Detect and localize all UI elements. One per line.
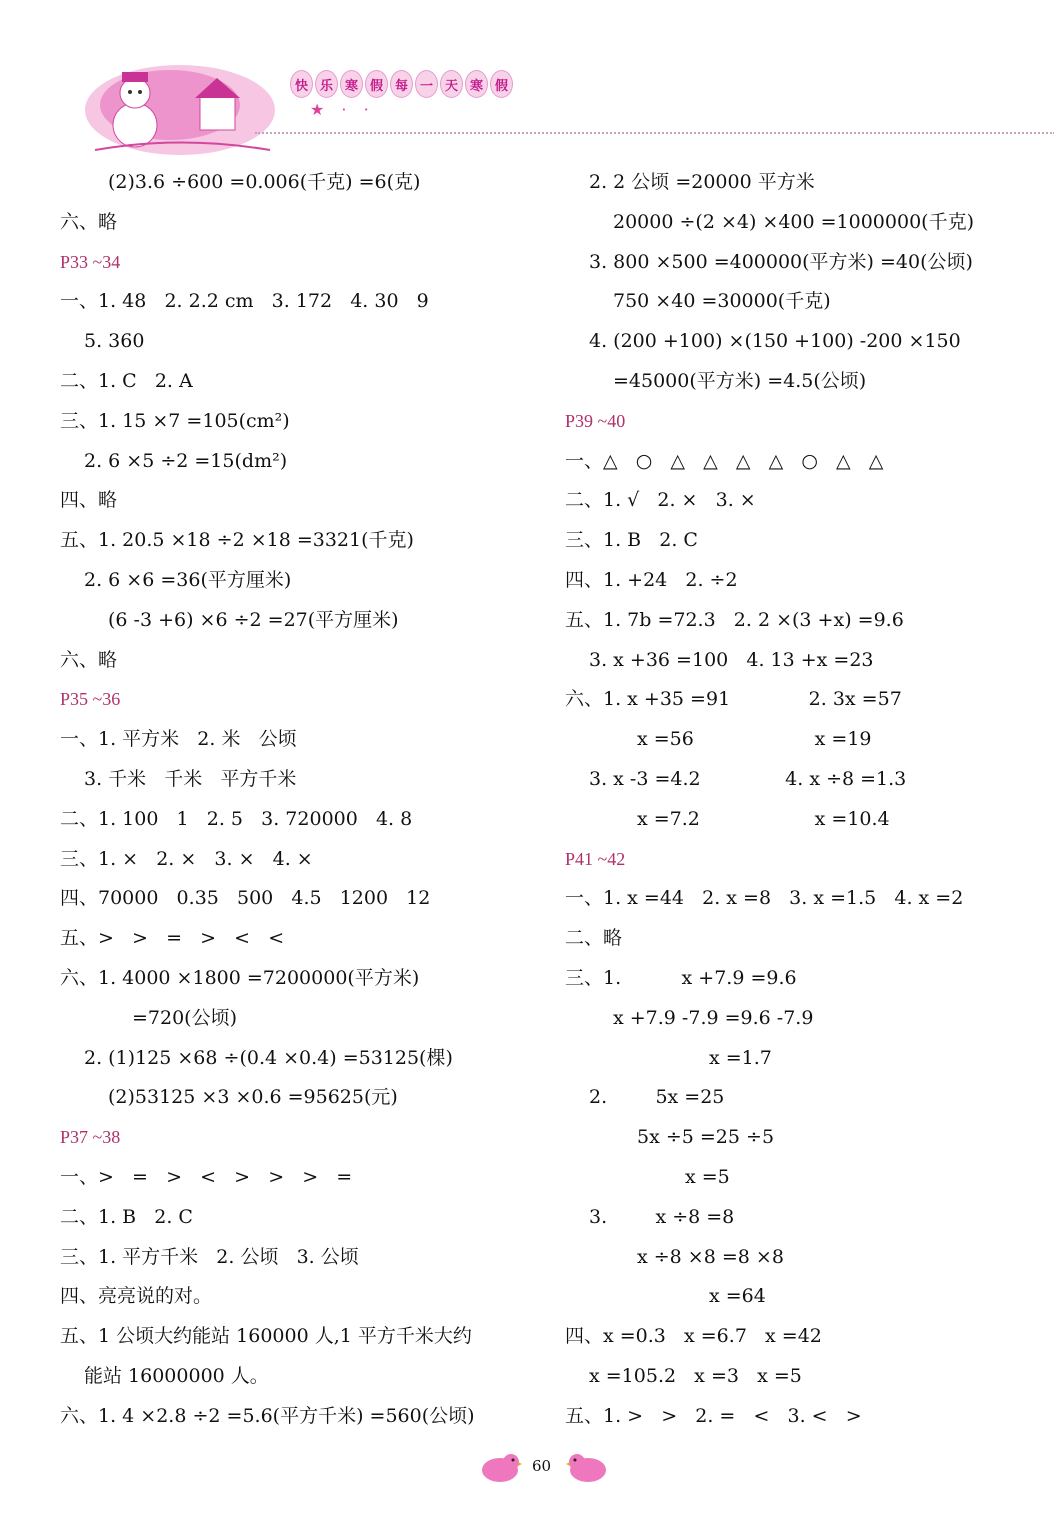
answer-line: 六、1. x +35 =91 2. 3x =57 [565, 688, 902, 711]
answer-line: =720(公顷) [132, 1006, 238, 1029]
title-char: 假 [490, 70, 513, 98]
answer-line: 六、略 [60, 648, 118, 671]
title-char: 寒 [340, 70, 363, 98]
answer-line: 一、1. 平方米 2. 米 公顷 [60, 728, 297, 751]
answer-line: x =105.2 x =3 x =5 [589, 1365, 802, 1387]
page-ref-heading: P41 ~42 [565, 848, 626, 869]
page-number: 60 [532, 1457, 552, 1475]
decorative-stars: ★ · · [310, 100, 375, 119]
answer-line: 三、1. x +7.9 =9.6 [565, 967, 797, 989]
page-ref-heading: P35 ~36 [60, 689, 121, 710]
answer-line: x ÷8 ×8 =8 ×8 [637, 1245, 784, 1268]
answer-line: (2)53125 ×3 ×0.6 =95625(元) [108, 1086, 398, 1109]
answer-line: 3. 800 ×500 =400000(平方米) =40(公顷) [589, 250, 973, 273]
answer-line: 四、70000 0.35 500 4.5 1200 12 [60, 887, 431, 910]
answer-line: x =56 x =19 [637, 728, 872, 751]
answer-line: 3. x -3 =4.2 4. x ÷8 =1.3 [589, 768, 907, 790]
bird-left-icon [476, 1450, 522, 1484]
answer-line: 二、略 [565, 927, 623, 950]
answer-line: 二、1. √ 2. × 3. × [565, 489, 756, 512]
answer-line: 3. x +36 =100 4. 13 +x =23 [589, 648, 874, 671]
page-header [60, 40, 1040, 150]
answer-line: x =7.2 x =10.4 [637, 807, 890, 830]
title-char: 快 [290, 70, 313, 98]
answer-line: 二、1. B 2. C [60, 1205, 193, 1228]
answer-line: 一、> = > < > > > = [60, 1166, 353, 1188]
answer-line: 五、1 公顷大约能站 160000 人,1 平方千米大约 [60, 1325, 472, 1348]
answer-line: 20000 ÷(2 ×4) ×400 =1000000(千克) [613, 210, 974, 233]
answer-line: =45000(平方米) =4.5(公顷) [613, 370, 867, 392]
answer-line: 2. 6 ×6 =36(平方厘米) [84, 569, 292, 591]
answer-line: 2. (1)125 ×68 ÷(0.4 ×0.4) =53125(棵) [84, 1046, 453, 1069]
title-char: 乐 [315, 70, 338, 98]
answer-line: 五、1. 20.5 ×18 ÷2 ×18 =3321(千克) [60, 529, 414, 552]
answer-line: 四、亮亮说的对。 [60, 1285, 213, 1308]
answer-line: 二、1. C 2. A [60, 370, 193, 392]
answer-line: x =5 [685, 1166, 730, 1188]
title-char: 一 [415, 70, 438, 98]
answer-line: 一、△ ○ △ △ △ △ ○ △ △ [565, 449, 884, 472]
title-char: 每 [390, 70, 413, 98]
title-char: 假 [365, 70, 388, 98]
answer-line: 三、1. × 2. × 3. × 4. × [60, 847, 313, 870]
answer-line: 三、1. B 2. C [565, 529, 698, 552]
answer-line: 四、x =0.3 x =6.7 x =42 [565, 1325, 822, 1348]
answer-line: 五、> > = > < < [60, 927, 285, 950]
answer-line: 六、1. 4000 ×1800 =7200000(平方米) [60, 967, 420, 989]
answer-line: 3. 千米 千米 平方千米 [84, 768, 297, 790]
title-char: 天 [440, 70, 463, 98]
answer-line: 750 ×40 =30000(千克) [613, 290, 831, 313]
page-ref-heading: P39 ~40 [565, 410, 626, 431]
answer-line: 5x ÷5 =25 ÷5 [637, 1126, 775, 1149]
answer-line: 2. 6 ×5 ÷2 =15(dm²) [84, 449, 288, 472]
answer-line: 三、1. 15 ×7 =105(cm²) [60, 409, 290, 432]
answer-line: 二、1. 100 1 2. 5 3. 720000 4. 8 [60, 807, 413, 830]
answer-line: 六、略 [60, 210, 118, 233]
page-ref-heading: P33 ~34 [60, 251, 121, 272]
answer-line: (6 -3 +6) ×6 ÷2 =27(平方厘米) [108, 608, 399, 631]
answer-line: 2. 2 公顷 =20000 平方米 [589, 171, 815, 193]
answer-line: x +7.9 -7.9 =9.6 -7.9 [613, 1006, 814, 1029]
answer-line: 3. x ÷8 =8 [589, 1205, 735, 1228]
answer-line: 4. (200 +100) ×(150 +100) -200 ×150 [589, 330, 961, 353]
page-footer [0, 1445, 1054, 1495]
snowman-illustration [80, 50, 280, 160]
answer-line: x =1.7 [709, 1046, 772, 1069]
answer-line: 5. 360 [84, 330, 145, 353]
answer-line: 四、1. +24 2. ÷2 [565, 569, 738, 591]
answer-line: (2)3.6 ÷600 =0.006(千克) =6(克) [108, 171, 421, 193]
answer-line: 2. 5x =25 [589, 1086, 725, 1109]
answer-line: 六、1. 4 ×2.8 ÷2 =5.6(平方千米) =560(公顷) [60, 1404, 475, 1427]
bird-right-icon [566, 1450, 612, 1484]
answer-line: 五、1. 7b =72.3 2. 2 ×(3 +x) =9.6 [565, 608, 904, 631]
page-ref-heading: P37 ~38 [60, 1127, 121, 1148]
answer-line: 五、1. > > 2. = < 3. < > [565, 1404, 862, 1427]
title-char: 寒 [465, 70, 488, 98]
answer-line: 四、略 [60, 489, 118, 512]
answer-line: 一、1. 48 2. 2.2 cm 3. 172 4. 30 9 [60, 290, 429, 313]
answer-line: 一、1. x =44 2. x =8 3. x =1.5 4. x =2 [565, 887, 964, 910]
answer-line: 三、1. 平方千米 2. 公顷 3. 公顷 [60, 1245, 359, 1268]
answer-line: x =64 [709, 1285, 766, 1308]
header-divider [255, 132, 1054, 134]
answer-line: 能站 16000000 人。 [84, 1365, 269, 1387]
